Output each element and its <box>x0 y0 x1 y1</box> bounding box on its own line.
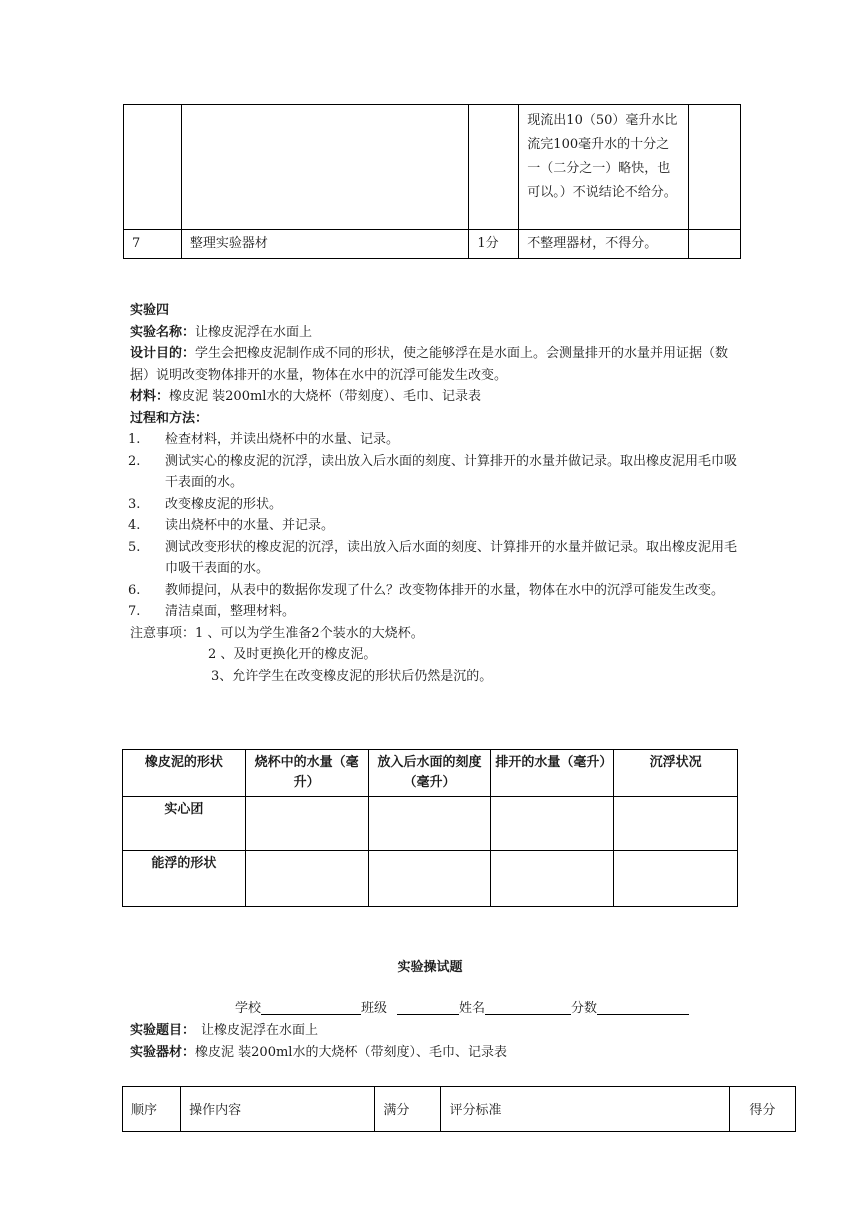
notes: 注意事项：1 、可以为学生准备2个装水的大烧杯。 <box>130 625 424 641</box>
row-label: 能浮的形状 <box>123 851 246 907</box>
materials: 材料：橡皮泥 装200ml水的大烧杯（带刻度）、毛巾、记录表 <box>130 389 481 404</box>
header-cell: 橡皮泥的形状 <box>123 750 246 797</box>
criteria-cell: 不整理器材，不得分。 <box>519 230 689 259</box>
header-cell: 放入后水面的刻度（毫升） <box>368 750 491 797</box>
design-purpose: 设计目的：学生会把橡皮泥制作成不同的形状，使之能够浮在是水面上。会测量排开的水量并用证据（数据）说明改变物体排开的水量，物体在水中的沉浮可能发生改变。 <box>130 346 729 383</box>
header-cell: 顺序 <box>123 1087 181 1132</box>
table-header-row <box>123 1087 796 1132</box>
list-item: 2. 测试实心的橡皮泥的沉浮，读出放入后水面的刻度、计算排开的水量并做记录。取出橡皮泥用毛巾吸干表面的水。 <box>128 453 738 490</box>
table-cell <box>614 851 738 907</box>
process-label: 过程和方法： <box>130 410 209 426</box>
table-cell <box>245 797 368 851</box>
order-cell: 7 <box>124 230 182 259</box>
header-cell: 沉浮状况 <box>614 750 738 797</box>
name-blank[interactable] <box>485 1000 571 1015</box>
list-item: 4. 读出烧杯中的水量、并记录。 <box>128 518 335 533</box>
header-cell: 满分 <box>375 1087 441 1132</box>
exam-info-fields <box>235 997 689 1016</box>
table-cell <box>124 105 182 230</box>
table-row <box>124 105 741 230</box>
table-cell <box>469 105 519 230</box>
table-cell <box>181 105 468 230</box>
header-cell: 得分 <box>729 1087 795 1132</box>
table-cell <box>491 851 614 907</box>
table-header-row <box>123 750 738 797</box>
list-item: 6. 教师提问，从表中的数据你发现了什么？改变物体排开的水量，物体在水中的沉浮可能发生改变。 <box>128 582 725 598</box>
table-row <box>123 797 738 851</box>
score-cell <box>689 230 741 259</box>
exam-equipment: 实验器材：橡皮泥 装200ml水的大烧杯（带刻度）、毛巾、记录表 <box>130 1045 507 1060</box>
header-cell: 排开的水量（毫升） <box>491 750 614 797</box>
experiment-name: 实验名称：让橡皮泥浮在水面上 <box>130 324 313 340</box>
header-cell: 烧杯中的水量（毫升） <box>245 750 368 797</box>
name-label: 姓名 <box>459 1001 486 1016</box>
header-cell: 评分标准 <box>441 1087 729 1132</box>
exam-topic: 实验题目： 让橡皮泥浮在水面上 <box>130 1023 319 1038</box>
school-blank[interactable] <box>261 1000 361 1015</box>
table-cell <box>491 797 614 851</box>
list-item: 3. 改变橡皮泥的形状。 <box>128 496 283 512</box>
list-item: 1. 检查材料，并读出烧杯中的水量、记录。 <box>128 432 400 447</box>
list-item: 7. 清洁桌面，整理材料。 <box>128 604 296 619</box>
table-cell <box>245 851 368 907</box>
class-blank[interactable] <box>397 1000 459 1015</box>
table-cell <box>368 797 491 851</box>
table-cell <box>614 797 738 851</box>
table-cell <box>368 851 491 907</box>
experiment-four-section <box>130 300 740 687</box>
list-item: 5. 测试改变形状的橡皮泥的沉浮，读出放入后水面的刻度、计算排开的水量并做记录。取出橡皮泥用毛巾吸干表面的水。 <box>128 539 738 576</box>
school-label: 学校 <box>235 1001 262 1016</box>
operation-cell: 整理实验器材 <box>181 230 468 259</box>
score-blank[interactable] <box>597 1000 689 1015</box>
row-label: 实心团 <box>123 797 246 851</box>
table-row <box>124 230 741 259</box>
record-table <box>122 749 738 907</box>
section-heading: 实验四 <box>130 303 170 318</box>
steps-list <box>128 429 740 623</box>
note-item: 2 、及时更换化开的橡皮泥。 <box>208 647 377 662</box>
table-row <box>123 851 738 907</box>
class-label: 班级 <box>361 1001 388 1016</box>
scoring-table-continued <box>123 104 741 259</box>
exam-scoring-table <box>122 1086 796 1132</box>
table-cell <box>689 105 741 230</box>
exam-title: 实验操试题 <box>397 960 463 975</box>
criteria-cell: 现流出10（50）毫升水比流完100毫升水的十分之一（二分之一）略快，也可以。）不说结论不给分。 <box>519 105 689 230</box>
note-item: 3、允许学生在改变橡皮泥的形状后仍然是沉的。 <box>211 668 493 684</box>
score-label: 分数 <box>571 1001 598 1016</box>
header-cell: 操作内容 <box>181 1087 375 1132</box>
full-score-cell: 1分 <box>469 230 519 259</box>
